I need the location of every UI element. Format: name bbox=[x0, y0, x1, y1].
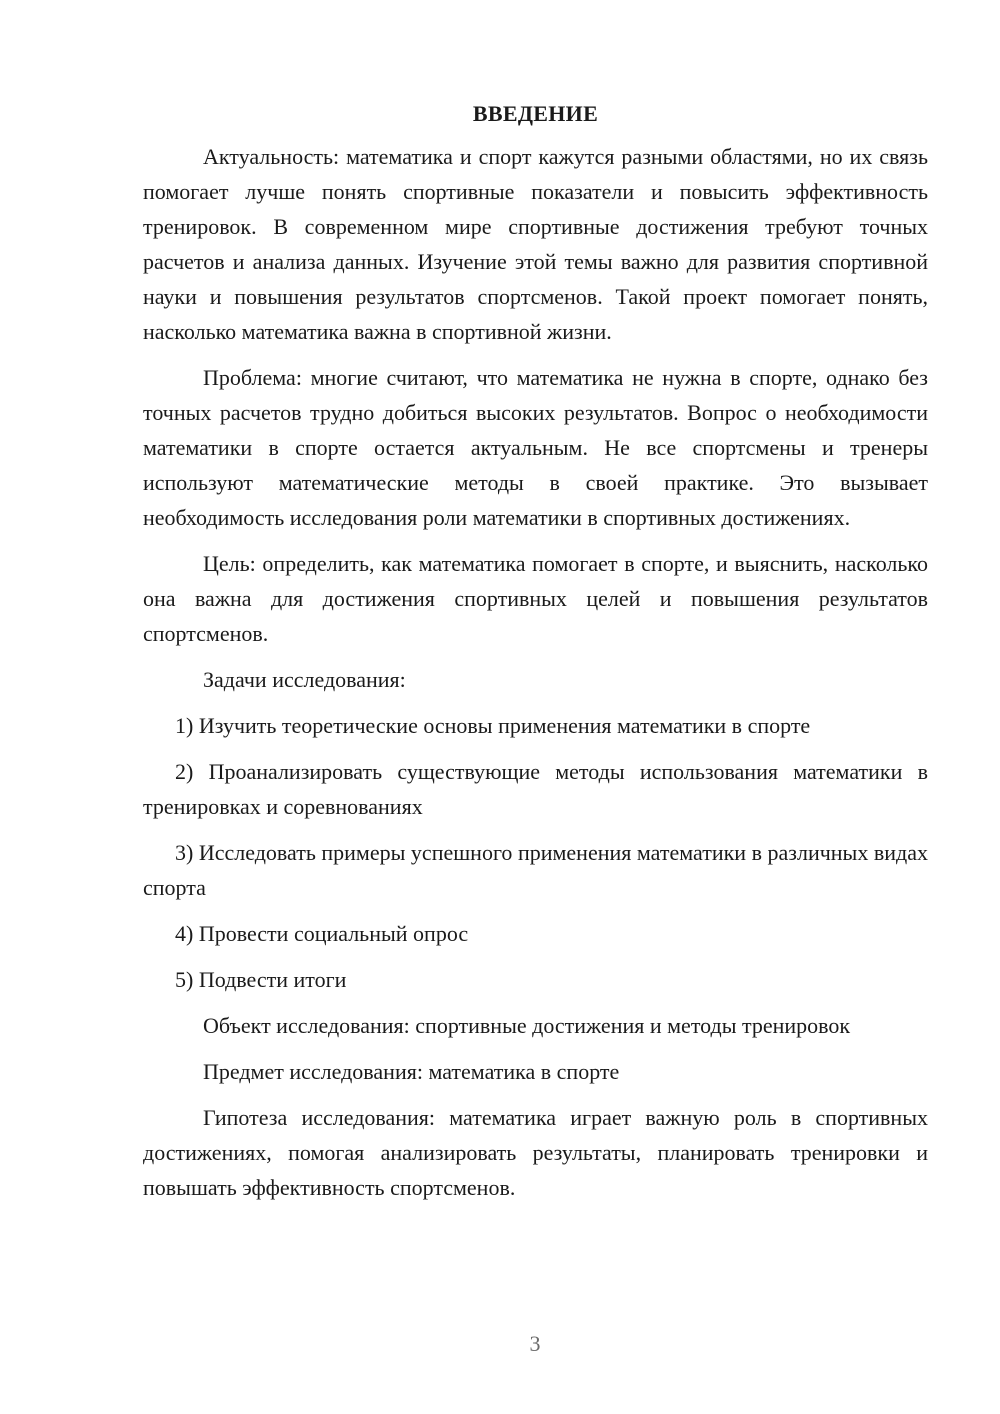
paragraph-hypothesis: Гипотеза исследования: математика играет важную роль в спортивных достижениях, помогая анализировать результаты, планировать тренировки и повышать эффективность спортсменов. bbox=[143, 1105, 928, 1200]
task-item-5: 5) Подвести итоги bbox=[175, 967, 347, 992]
paragraph-tasks-heading: Задачи исследования: bbox=[203, 667, 406, 692]
paragraph-subject: Предмет исследования: математика в спорте bbox=[203, 1059, 620, 1084]
paragraph-goal: Цель: определить, как математика помогает в спорте, и выяснить, насколько она важна для достижения спортивных целей и повышения результатов спортсменов. bbox=[143, 551, 928, 646]
page-number: 3 bbox=[529, 1331, 541, 1356]
paragraph-problem: Проблема: многие считают, что математика не нужна в спорте, однако без точных расчетов трудно добиться высоких результатов. Вопрос о необходимости математики в спорте остается актуальным. Не все спортсмены и тренеры используют математические методы в своей практике. Это вызывает необходимость исследования роли математики в спортивных достижениях. bbox=[143, 365, 928, 530]
paragraph-relevance: Актуальность: математика и спорт кажутся разными областями, но их связь помогает лучше понять спортивные показатели и повысить эффективность тренировок. В современном мире спортивные достижения требуют точных расчетов и анализа данных. Изучение этой темы важно для развития спортивной науки и повышения результатов спортсменов. Такой проект помогает понять, насколько математика важна в спортивной жизни. bbox=[143, 144, 928, 344]
task-item-2: 2) Проанализировать существующие методы использования математики в тренировках и соревнованиях bbox=[143, 759, 928, 819]
section-title: ВВЕДЕНИЕ bbox=[472, 101, 599, 126]
task-item-1: 1) Изучить теоретические основы применения математики в спорте bbox=[175, 713, 811, 738]
document-page bbox=[143, 96, 928, 1216]
task-item-4: 4) Провести социальный опрос bbox=[175, 921, 469, 946]
task-item-3: 3) Исследовать примеры успешного применения математики в различных видах спорта bbox=[143, 840, 928, 900]
paragraph-object: Объект исследования: спортивные достижения и методы тренировок bbox=[203, 1013, 851, 1038]
